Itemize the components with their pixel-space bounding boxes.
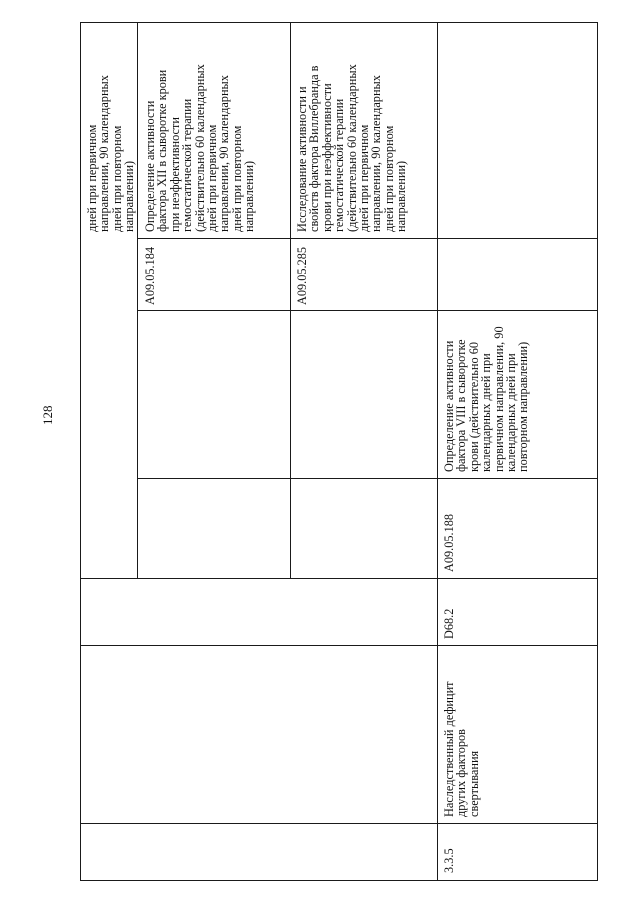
- col-divider-text-right: [137, 238, 598, 239]
- col-divider-code-mid: [80, 578, 598, 579]
- row3-code-right: A09.05.285: [295, 246, 309, 305]
- col-divider-icd: [80, 645, 598, 646]
- col-divider-text-mid: [137, 478, 598, 479]
- row4-number: 3.3.5: [442, 848, 456, 873]
- row-divider-2: [290, 22, 291, 579]
- table-border-bottom: [80, 880, 598, 881]
- col-divider-diagnosis: [80, 823, 598, 824]
- table-border-top: [80, 22, 598, 23]
- table-border-left: [80, 22, 81, 880]
- row-divider-1: [137, 22, 138, 579]
- page-number: 128: [40, 405, 55, 425]
- row-divider-3: [437, 22, 438, 880]
- row1-text-right: дней при первичном направлении, 90 календарных дней при повторном направлении): [85, 75, 137, 232]
- table-border-right: [597, 22, 598, 880]
- row4-text-mid: Определение активности фактора VIII в сыворотке крови (действительно 60 календарных дней при первичном направлении, 90 календарных дней при повторном направлении): [442, 326, 531, 472]
- row4-diagnosis: Наследственный дефицит других факторов свертывания: [442, 681, 481, 817]
- row4-code-mid: A09.05.188: [442, 513, 456, 572]
- row2-code-right: A09.05.184: [143, 246, 157, 305]
- row4-icd-code: D68.2: [442, 608, 456, 639]
- row2-text-right: Определение активности фактора XII в сыворотке крови при неэффективности гемостатической терапии (действительно 60 календарных дней при первичном направлении, 90 календарных дней при повторном направлении): [143, 64, 257, 232]
- col-divider-code-right: [137, 310, 598, 311]
- row3-text-right: Исследование активности и свойств фактора Виллебранда в крови при неэффективности гемостатической терапии (действительно 60 календарных дней при первичном направлении, 90 календарных дней при повторном направлении): [295, 64, 409, 232]
